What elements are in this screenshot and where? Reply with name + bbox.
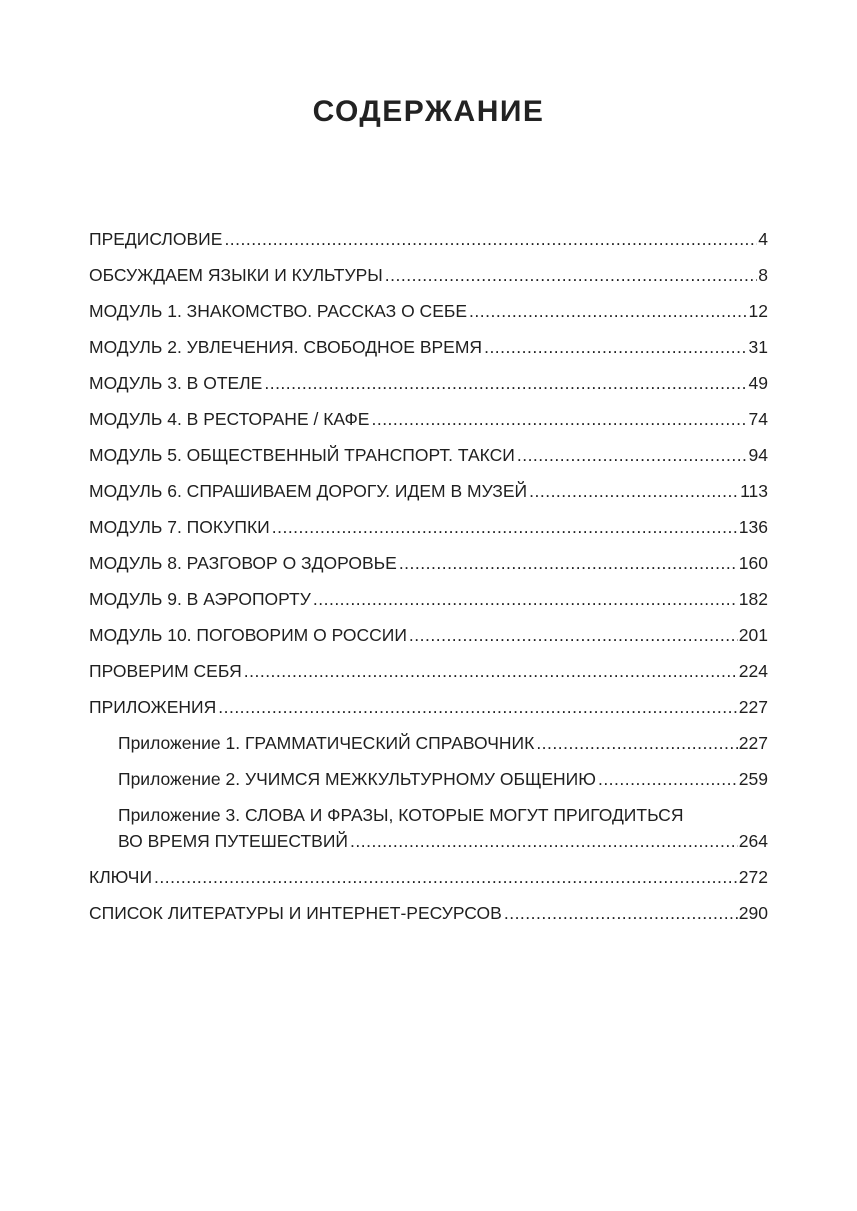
toc-entry-page: 74 bbox=[748, 409, 768, 429]
toc-entry-label: МОДУЛЬ 6. СПРАШИВАЕМ ДОРОГУ. ИДЕМ В МУЗЕЙ bbox=[89, 481, 528, 501]
toc-entry-module-10[interactable] bbox=[89, 622, 768, 648]
dot-leader bbox=[484, 334, 747, 360]
toc-entry-module-8[interactable] bbox=[89, 550, 768, 576]
toc-entry-label: МОДУЛЬ 1. ЗНАКОМСТВО. РАССКАЗ О СЕБЕ bbox=[89, 301, 468, 321]
toc-entry-page: 160 bbox=[738, 553, 768, 573]
toc-entry-label: МОДУЛЬ 10. ПОГОВОРИМ О РОССИИ bbox=[89, 625, 407, 645]
toc-entry-label: МОДУЛЬ 5. ОБЩЕСТВЕННЫЙ ТРАНСПОРТ. ТАКСИ bbox=[89, 445, 515, 465]
toc-entry-module-1[interactable] bbox=[89, 298, 768, 324]
toc-entry-label: МОДУЛЬ 2. УВЛЕЧЕНИЯ. СВОБОДНОЕ ВРЕМЯ bbox=[89, 337, 483, 357]
toc-entry-page: 136 bbox=[738, 517, 768, 537]
toc-entry-page: 182 bbox=[738, 589, 768, 609]
toc-entry-module-4[interactable] bbox=[89, 406, 768, 432]
toc-entry-label: ОБСУЖДАЕМ ЯЗЫКИ И КУЛЬТУРЫ bbox=[89, 265, 383, 285]
toc-entry-label: МОДУЛЬ 3. В ОТЕЛЕ bbox=[89, 373, 263, 393]
dot-leader bbox=[529, 478, 739, 504]
toc-entry-appendix-2[interactable] bbox=[118, 766, 768, 792]
dot-leader bbox=[469, 298, 748, 324]
dot-leader bbox=[504, 900, 738, 926]
toc-entry-page: 94 bbox=[748, 445, 768, 465]
dot-leader bbox=[218, 694, 738, 720]
dot-leader bbox=[536, 730, 737, 756]
toc-entry-page: 12 bbox=[748, 301, 768, 321]
toc-entry-page: 8 bbox=[758, 265, 768, 285]
dot-leader bbox=[313, 586, 738, 612]
toc-entry-module-9[interactable] bbox=[89, 586, 768, 612]
toc-entry-page: 201 bbox=[738, 625, 768, 645]
toc-entry-label: КЛЮЧИ bbox=[89, 867, 153, 887]
toc-entry-label: МОДУЛЬ 8. РАЗГОВОР О ЗДОРОВЬЕ bbox=[89, 553, 397, 573]
toc-entry-page: 113 bbox=[740, 481, 768, 501]
dot-leader bbox=[517, 442, 748, 468]
toc-entry-module-2[interactable] bbox=[89, 334, 768, 360]
toc-entry-page: 224 bbox=[738, 661, 768, 681]
toc-entry-label: МОДУЛЬ 7. ПОКУПКИ bbox=[89, 517, 270, 537]
toc-entry-label: ПРОВЕРИМ СЕБЯ bbox=[89, 661, 242, 681]
toc-entry-appendix-3[interactable] bbox=[118, 802, 768, 854]
dot-leader bbox=[224, 226, 757, 252]
page-title: СОДЕРЖАНИЕ bbox=[312, 95, 545, 128]
toc-entry-page: 31 bbox=[748, 337, 768, 357]
toc-entry-page: 227 bbox=[738, 697, 768, 717]
toc-entry-preface[interactable] bbox=[89, 226, 768, 252]
toc-entry-label: ПРИЛОЖЕНИЯ bbox=[89, 697, 217, 717]
toc-entry-appendices[interactable] bbox=[89, 694, 768, 720]
dot-leader bbox=[264, 370, 747, 396]
dot-leader bbox=[598, 766, 738, 792]
toc-entry-appendix-1[interactable] bbox=[118, 730, 768, 756]
toc-entry-label: МОДУЛЬ 4. В РЕСТОРАНЕ / КАФЕ bbox=[89, 409, 370, 429]
toc-entry-keys[interactable] bbox=[89, 864, 768, 890]
toc-entry-bibliography[interactable] bbox=[89, 900, 768, 926]
toc-entry-page: 49 bbox=[748, 373, 768, 393]
dot-leader bbox=[272, 514, 738, 540]
toc-entry-languages-cultures[interactable] bbox=[89, 262, 768, 288]
dot-leader bbox=[371, 406, 747, 432]
toc-entry-page: 227 bbox=[738, 733, 768, 753]
dot-leader bbox=[399, 550, 738, 576]
toc-entry-label: Приложение 1. ГРАММАТИЧЕСКИЙ СПРАВОЧНИК bbox=[118, 733, 535, 753]
toc-entry-page: 290 bbox=[738, 903, 768, 923]
dot-leader bbox=[385, 262, 758, 288]
dot-leader bbox=[154, 864, 738, 890]
toc-entry-label: ПРЕДИСЛОВИЕ bbox=[89, 229, 223, 249]
dot-leader bbox=[244, 658, 738, 684]
dot-leader bbox=[350, 828, 738, 854]
toc-entry-module-5[interactable] bbox=[89, 442, 768, 468]
toc-entry-module-7[interactable] bbox=[89, 514, 768, 540]
toc-entry-page: 4 bbox=[758, 229, 768, 249]
toc-entry-label: СПИСОК ЛИТЕРАТУРЫ И ИНТЕРНЕТ-РЕСУРСОВ bbox=[89, 903, 502, 923]
toc-entry-label: Приложение 2. УЧИМСЯ МЕЖКУЛЬТУРНОМУ ОБЩЕНИЮ bbox=[118, 769, 596, 789]
toc-entry-self-check[interactable] bbox=[89, 658, 768, 684]
table-of-contents bbox=[89, 226, 768, 936]
toc-entry-label: ВО ВРЕМЯ ПУТЕШЕСТВИЙ bbox=[118, 831, 349, 851]
toc-entry-page: 264 bbox=[738, 831, 768, 851]
toc-entry-label: МОДУЛЬ 9. В АЭРОПОРТУ bbox=[89, 589, 311, 609]
toc-entry-page: 272 bbox=[738, 867, 768, 887]
toc-entry-label-line-1: Приложение 3. СЛОВА И ФРАЗЫ, КОТОРЫЕ МОГУТ ПРИГОДИТЬСЯ bbox=[118, 805, 684, 825]
toc-entry-page: 259 bbox=[738, 769, 768, 789]
dot-leader bbox=[409, 622, 738, 648]
toc-entry-module-6[interactable] bbox=[89, 478, 768, 504]
toc-entry-module-3[interactable] bbox=[89, 370, 768, 396]
